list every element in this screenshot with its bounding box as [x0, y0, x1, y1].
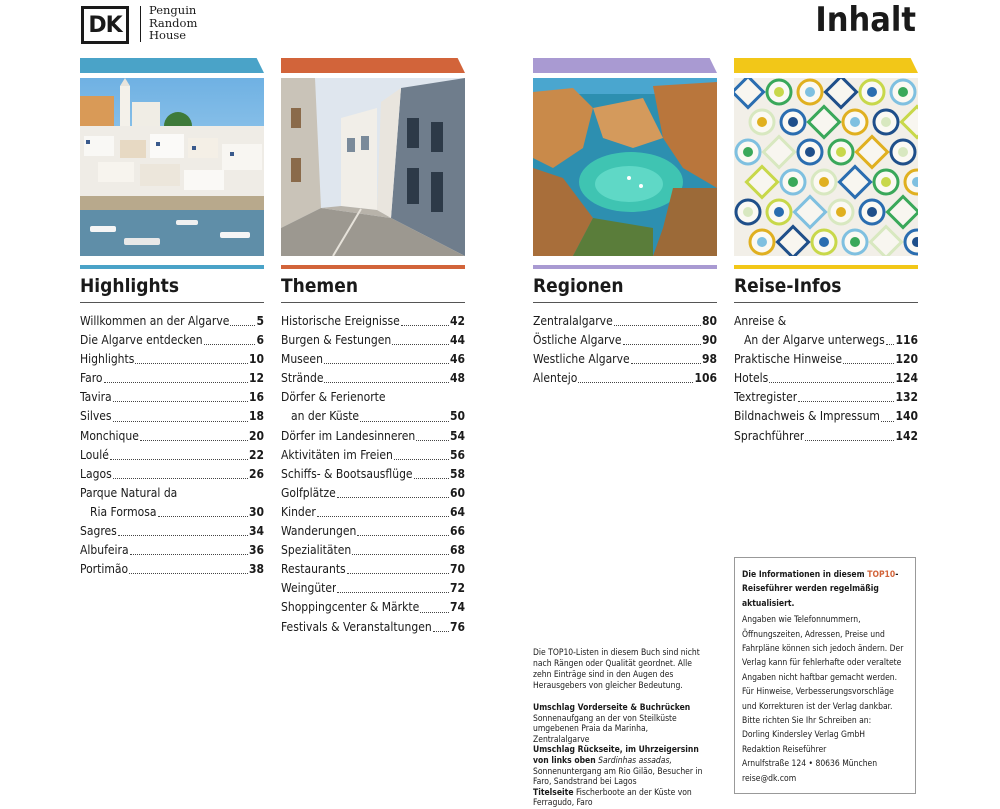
photo-themen — [281, 78, 465, 256]
toc-entry[interactable]: Festivals & Veranstaltungen 76 — [281, 619, 465, 634]
toc-entry[interactable]: Faro 12 — [80, 371, 264, 386]
toc-entry[interactable]: Bildnachweis & Impressum 140 — [734, 409, 918, 424]
toc-entry[interactable]: Sprachführer 142 — [734, 428, 918, 443]
column-title: Themen — [281, 275, 359, 297]
toc-entry[interactable]: Restaurants 70 — [281, 562, 465, 577]
logo-divider — [140, 6, 141, 42]
color-rule — [80, 265, 264, 269]
toc-entry[interactable]: Lagos 26 — [80, 466, 264, 481]
back-cover-text: Sonnenuntergang am Rio Gilão, Besucher in Faro, Sandstrand bei Lagos — [533, 766, 703, 788]
penguin-random-house-logo: Penguin Random House — [149, 3, 198, 42]
divider — [80, 302, 264, 303]
back-cover-heading: Umschlag Rückseite, im Uhrzeigersinn von links oben — [533, 745, 699, 766]
toc-entry[interactable]: Spezialitäten 68 — [281, 543, 465, 558]
toc-entry[interactable]: Kinder 64 — [281, 504, 465, 519]
toc-entry[interactable]: Portimão 38 — [80, 562, 264, 577]
toc-entry[interactable]: Parque Natural da Ria Formosa 30 — [80, 485, 264, 519]
column-title: Reise-Infos — [734, 275, 842, 297]
email-link[interactable]: reise@dk.com — [742, 773, 797, 784]
photo-reise-infos — [734, 78, 918, 256]
column-title: Regionen — [533, 275, 624, 297]
toc-entry[interactable]: Östliche Algarve 90 — [533, 333, 717, 348]
toc-entry[interactable]: Strände 48 — [281, 371, 465, 386]
toc-entry[interactable]: Loulé 22 — [80, 447, 264, 462]
column-reise-infos — [734, 58, 918, 446]
toc-entry[interactable]: Alentejo 106 — [533, 371, 717, 386]
toc-entry[interactable]: Albufeira 36 — [80, 543, 264, 558]
column-highlights — [80, 58, 264, 579]
toc-entry[interactable]: Dörfer im Landesinneren 54 — [281, 428, 465, 443]
column-regionen — [533, 58, 717, 388]
photo-highlights — [80, 78, 264, 256]
color-tab — [80, 58, 264, 73]
toc-entry[interactable]: Golfplätze 60 — [281, 485, 465, 500]
column-themen — [281, 58, 465, 637]
toc-entry[interactable]: Zentralalgarve 80 — [533, 314, 717, 328]
title-page-heading: Titelseite — [533, 787, 574, 798]
toc-entry[interactable]: Anreise & An der Algarve unterwegs 116 — [734, 314, 918, 348]
divider — [734, 302, 918, 303]
divider — [533, 302, 717, 303]
color-rule — [533, 265, 717, 269]
toc-entry[interactable]: Wanderungen 66 — [281, 524, 465, 539]
color-rule — [281, 265, 465, 269]
toc-entry[interactable]: Dörfer & Ferienorte an der Küste 50 — [281, 390, 465, 424]
front-cover-text: Sonnenaufgang an der von Steilküste umgebenen Praia da Marinha, Zentralalgarve — [533, 713, 677, 745]
toc-entry[interactable]: Hotels 124 — [734, 371, 918, 386]
toc-list — [734, 312, 918, 446]
title-page-text: Fischerboote an der Küste von Ferragudo, Faro — [533, 787, 692, 809]
toc-entry[interactable]: Sagres 34 — [80, 524, 264, 539]
update-info-box — [734, 557, 916, 794]
toc-entry[interactable]: Silves 18 — [80, 409, 264, 424]
toc-entry[interactable]: Historische Ereignisse 42 — [281, 314, 465, 328]
info-body: Angaben wie Telefonnummern, Öffnungszeiten, Adressen, Preise und Fahrpläne können sich jedoch ändern. Der Verlag kann für fehlerhafte oder veraltete Angaben nicht haftbar gemacht werden. Für Hinweise, Verbesserungsvorschläge und Korrekturen ist der Verlag dankbar. Bitte richten Sie Ihr Schreiben an: — [742, 615, 904, 727]
color-tab — [734, 58, 918, 73]
info-heading: Die Informationen in diesem TOP10-Reiseführer werden regelmäßig aktualisiert. — [742, 570, 899, 609]
color-tab — [533, 58, 717, 73]
color-tab — [281, 58, 465, 73]
toc-entry[interactable]: Die Algarve entdecken 6 — [80, 333, 264, 348]
toc-entry[interactable]: Weingüter 72 — [281, 581, 465, 596]
toc-list — [533, 312, 717, 388]
address-line: Dorling Kindersley Verlag GmbH — [742, 730, 866, 741]
front-cover-heading: Umschlag Vorderseite & Buchrücken — [533, 703, 691, 713]
dk-logo: DK — [81, 6, 129, 44]
toc-list — [80, 312, 264, 579]
toc-entry[interactable]: Museen 46 — [281, 352, 465, 367]
toc-entry[interactable]: Textregister 132 — [734, 390, 918, 405]
toc-entry[interactable]: Shoppingcenter & Märkte 74 — [281, 600, 465, 615]
toc-entry[interactable]: Highlights 10 — [80, 352, 264, 367]
color-rule — [734, 265, 918, 269]
toc-entry[interactable]: Schiffs- & Bootsausflüge 58 — [281, 466, 465, 481]
toc-entry[interactable]: Praktische Hinweise 120 — [734, 352, 918, 367]
top10-note: Die TOP10-Listen in diesem Buch sind nicht nach Rängen oder Qualität geordnet. Alle zehn Einträge sind in den Augen des Herausgebers von gleicher Bedeutung. — [533, 648, 700, 691]
toc-list — [281, 312, 465, 637]
back-cover-italic: Sardinhas assadas, — [598, 755, 672, 766]
photo-regionen — [533, 78, 717, 256]
toc-entry[interactable]: Tavira 16 — [80, 390, 264, 405]
address-line: Arnulfstraße 124 • 80636 München — [742, 759, 878, 770]
column-title: Highlights — [80, 275, 180, 297]
toc-entry[interactable]: Willkommen an der Algarve 5 — [80, 314, 264, 328]
divider — [281, 302, 465, 303]
toc-entry[interactable]: Aktivitäten im Freien 56 — [281, 447, 465, 462]
address-line: Redaktion Reiseführer — [742, 744, 827, 755]
toc-entry[interactable]: Burgen & Festungen 44 — [281, 333, 465, 348]
page-title: Inhalt — [815, 0, 916, 40]
cover-credits — [533, 703, 705, 809]
toc-entry[interactable]: Westliche Algarve 98 — [533, 352, 717, 367]
toc-entry[interactable]: Monchique 20 — [80, 428, 264, 443]
